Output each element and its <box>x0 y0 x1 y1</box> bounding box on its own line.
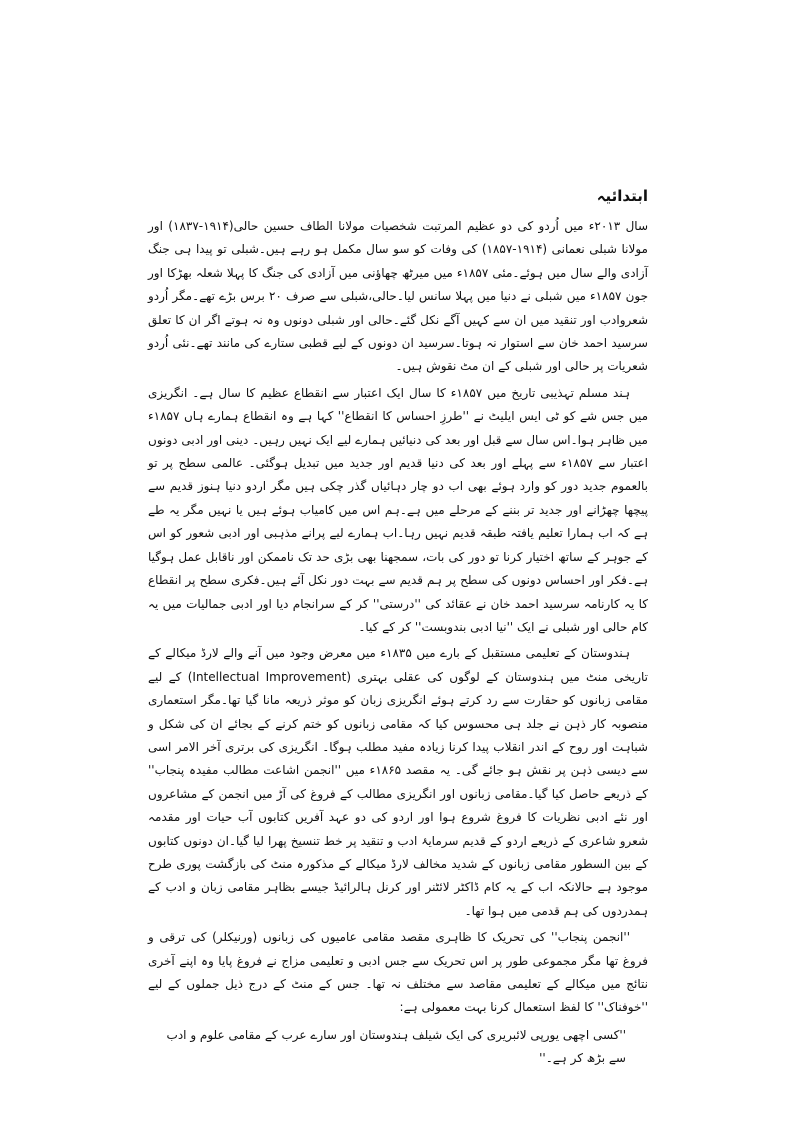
english-term: (Intellectual Improvement) <box>187 669 352 684</box>
paragraph-3-part-1: ہندوستان کے تعلیمی مستقبل کے بارے میں ۱۸۳۵ء میں معرض وجود میں آنے والے لارڈ میکالے کے تاریخی منٹ میں ہندوستان کے لوگوں کی عقلی بہتری <box>148 646 648 684</box>
block-quote: ''کسی اچھی یورپی لائبریری کی ایک شیلف ہندوستان اور سارے عرب کے مقامی علوم و ادب سے بڑھ کر ہے۔'' <box>166 1027 626 1066</box>
paragraph-3-part-2: کے لیے مقامی زبانوں کو حقارت سے رد کرتے ہوئے انگریزی زبان کو موثر ذریعہ مانا گیا تھا۔مگر استعماری منصوبہ کار ذہن نے جلد ہی محسوس کیا کہ مقامی زبانوں کو ختم کرنے کے بجائے ان کی شکل و شباہت اور روح کے اندر انقلاب پیدا کرنا زیادہ مفید مطلب ہوگا۔ انگریزی کی برتری آخر الامر اسی سے دیسی ذہن پر نقش ہو جائے گی۔ یہ مقصد ۱۸۶۵ء میں ''انجمن اشاعت مطالب مفیدہ پنجاب'' کے ذریعے حاصل کیا گیا۔مقامی زبانوں اور انگریزی مطالب کے فروغ کی آڑ میں انجمن کے مشاعروں اور نئے ادبی نظریات کا فروغ شروع ہوا اور اردو کی دو عہد آفریں کتابوں آب حیات اور مقدمہ شعرو شاعری کے ذریعے اردو کے قدیم سرمایۂ ادب و تنقید پر خط تنسیخ پھرا لیا گیا۔ان دونوں کتابوں کے بین السطور مقامی زبانوں کے شدید مخالف لارڈ میکالے کے مذکورہ منٹ کی بازگشت پوری طرح موجود ہے حالانکہ اب کے یہ کام ڈاکٹر لائٹنر اور کرنل ہالرائیڈ جیسے بظاہر مقامی زبان و ادب کے ہمدردوں کی ہم قدمی میں ہوا تھا۔ <box>148 669 648 918</box>
paragraph-3 <box>148 642 648 923</box>
document-body <box>148 185 648 1071</box>
page-heading: ابتدائیہ <box>596 187 648 205</box>
paragraph-4: ''انجمن پنجاب'' کی تحریک کا ظاہری مقصد مقامی عامیوں کی زبانوں (ورنیکلر) کی ترقی و فروغ تھا مگر مجموعی طور پر اس تحریک سے جس ادبی و تعلیمی مزاج نے فروغ پایا وہ اپنے آخری نتائج میں میکالے کے تعلیمی مقاصد سے مختلف نہ تھا۔ جس کے منٹ کے درج ذیل جملوں کے لیے ''خوفناک'' کا لفظ استعمال کرنا بہت معمولی ہے: <box>148 930 648 1015</box>
paragraph-2: ہند مسلم تہذیبی تاریخ میں ۱۸۵۷ء کا سال ایک اعتبار سے انقطاع عظیم کا سال ہے۔ انگریزی میں جس شے کو ٹی ایس ایلیٹ نے ''طرزِ احساس کا انقطاع'' کہا ہے وہ انقطاع ہمارے ہاں ۱۸۵۷ء میں ظاہر ہوا۔اس سال سے قبل اور بعد کی دنیائیں ہمارے لیے ایک نہیں رہیں۔ دینی اور ادبی دونوں اعتبار سے ۱۸۵۷ء سے پہلے اور بعد کی دنیا قدیم اور جدید میں تبدیل ہوگئی۔ عالمی سطح پر تو بالعموم جدید دور کو وارد ہوئے بھی اب دو چار دہائیاں گذر چکی ہیں مگر اردو دنیا ہنوز قدیم سے پیچھا چھڑانے اور جدید تر بننے کے مرحلے میں ہے۔ہم اس میں کامیاب ہوئے ہیں یا نہیں مگر یہ طے ہے کہ اب ہمارا تعلیم یافتہ طبقہ قدیم نہیں رہا۔اب ہمارے لیے پرانے مذہبی اور ادبی شعور کو اس کے جوہر کے ساتھ اختیار کرنا تو دور کی بات، سمجھنا بھی بڑی حد تک ناممکن اور ناقابل عمل ہوگیا ہے۔فکر اور احساس دونوں کی سطح پر ہم قدیم سے بہت دور نکل آئے ہیں۔فکری سطح پر انقطاع کا یہ کارنامہ سرسید احمد خان نے عقائد کی ''درستی'' کر کے سرانجام دیا اور ادبی جمالیات میں یہ کام حالی اور شبلی نے ایک ''نیا ادبی بندوبست'' کر کے کیا۔ <box>148 385 649 634</box>
paragraph-1: سال ۲۰۱۳ء میں اُردو کی دو عظیم المرتبت شخصیات مولانا الطاف حسین حالی(۱۹۱۴-۱۸۳۷) اور مولانا شبلی نعمانی (۱۹۱۴-۱۸۵۷) کی وفات کو سو سال مکمل ہو رہے ہیں۔شبلی تو پیدا ہی جنگ آزادی والے سال میں ہوئے۔مئی ۱۸۵۷ء میں میرٹھ چھاؤنی میں آزادی کی جنگ کا پہلا شعلہ بھڑکا اور جون ۱۸۵۷ء میں شبلی نے دنیا میں پہلا سانس لیا۔حالی،شبلی سے صرف ۲۰ برس بڑے تھے۔مگر اُردو شعروادب اور تنقید میں ان سے کہیں آگے نکل گئے۔حالی اور شبلی دونوں وہ نہ ہوتے اگر ان کا تعلق سرسید احمد خان سے استوار نہ ہوتا۔سرسید ان دونوں کے لیے قطبی ستارے کی مانند تھے۔نئی اُردو شعریات پر حالی اور شبلی کے ان مٹ نقوش ہیں۔ <box>148 219 649 374</box>
